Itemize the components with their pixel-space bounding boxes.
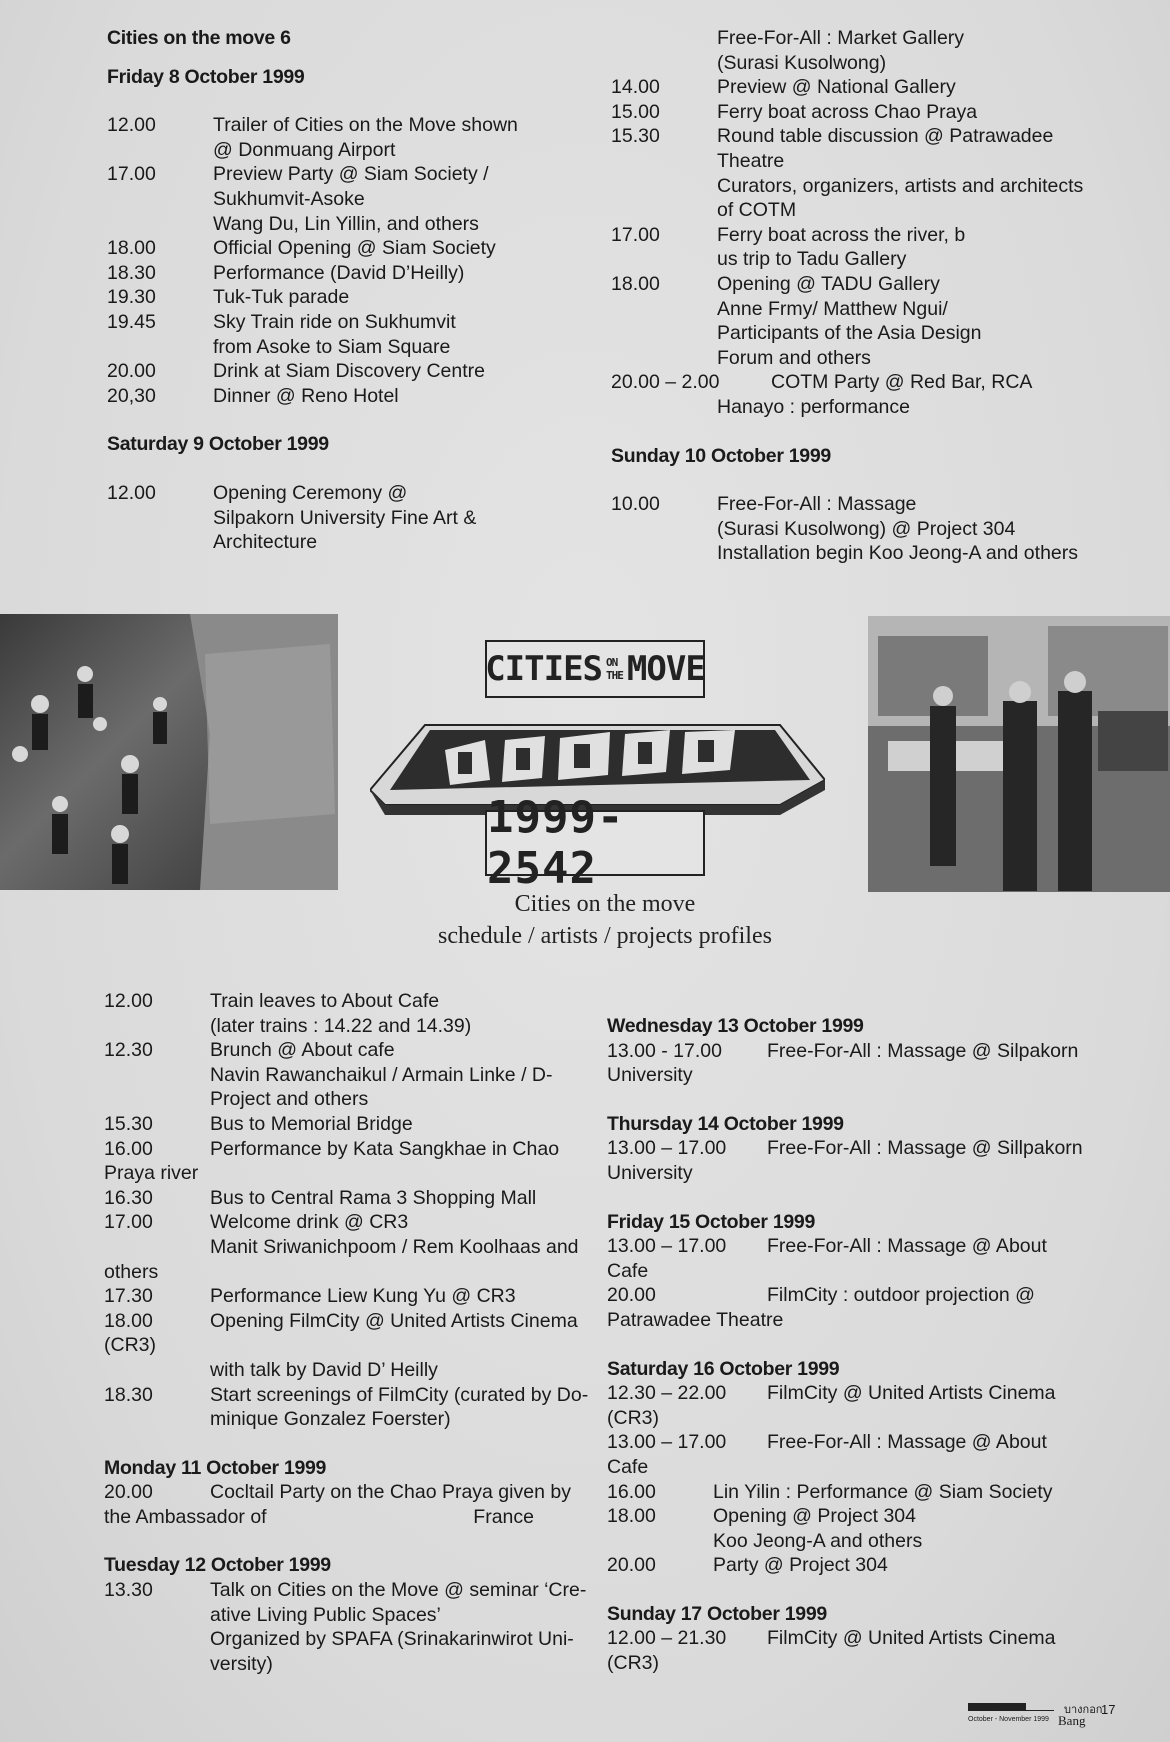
schedule-item-continuation <box>611 174 1091 199</box>
schedule-item <box>607 1553 1087 1578</box>
time: 15.30 <box>104 1112 153 1135</box>
schedule-item <box>104 1480 589 1505</box>
time: 20.00 <box>607 1554 656 1577</box>
event-text: (later trains : 14.22 and 14.39) <box>210 1014 472 1037</box>
schedule-item <box>107 162 577 187</box>
day-heading-thursday-14: Thursday 14 October 1999 <box>607 1112 844 1135</box>
event-text: Official Opening @ Siam Society <box>213 237 496 260</box>
schedule-item <box>611 223 1091 248</box>
event-text: Bus to Central Rama 3 Shopping Mall <box>210 1186 537 1209</box>
schedule-item <box>107 113 577 138</box>
event-text: Forum and others <box>717 346 871 369</box>
schedule-item-continuation <box>107 335 577 360</box>
time: 10.00 <box>611 493 660 516</box>
event-text: Cocltail Party on the Chao Praya given by <box>210 1481 571 1504</box>
time <box>607 1529 713 1554</box>
schedule-item <box>607 1283 1087 1308</box>
event-text: us trip to Tadu Gallery <box>717 248 907 271</box>
tuesday-12-list <box>104 1578 589 1676</box>
schedule-item <box>607 1039 1087 1064</box>
event-text-wrap: University <box>607 1064 693 1087</box>
schedule-item <box>107 384 577 409</box>
event-text: Ferry boat across the river, b <box>717 223 966 246</box>
event-text: (Surasi Kusolwong) @ Project 304 <box>717 517 1016 540</box>
footer-brand: Bang <box>1058 1713 1086 1728</box>
time: 13.00 – 17.00 <box>607 1137 727 1160</box>
sunday-10-list <box>611 492 1091 566</box>
time: 16.00 <box>607 1480 656 1503</box>
event-text: Performance by Kata Sangkhae in Chao <box>210 1137 560 1160</box>
crowd-photo <box>0 614 338 890</box>
time: 12.30 <box>104 1039 153 1062</box>
event-text: the Ambassador of <box>104 1505 267 1528</box>
event-text: Theatre <box>717 149 785 172</box>
schedule-item <box>104 1309 589 1334</box>
event-text: Start screenings of FilmCity (curated by Do- <box>210 1383 589 1406</box>
event-text: Free-For-All : Market Gallery <box>717 27 965 49</box>
time: 12.00 <box>104 990 153 1012</box>
event-text: Opening FilmCity @ United Artists Cinema <box>210 1309 578 1332</box>
time: 17.00 <box>107 163 156 186</box>
page-footer <box>968 1698 1118 1732</box>
schedule-item-continuation <box>104 1407 589 1432</box>
schedule-item <box>104 1210 589 1235</box>
event-text-wrap: (CR3) <box>607 1406 659 1429</box>
schedule-item-continuation <box>104 1235 589 1260</box>
time: 16.30 <box>104 1186 153 1209</box>
event-text: minique Gonzalez Foerster) <box>210 1408 451 1431</box>
time: 20.00 – 2.00 <box>611 371 720 394</box>
time: 12.30 – 22.00 <box>607 1382 727 1405</box>
event-text: Performance Liew Kung Yu @ CR3 <box>210 1285 516 1308</box>
day-heading-tuesday-12: Tuesday 12 October 1999 <box>104 1554 331 1577</box>
schedule-item-continuation <box>611 247 1091 272</box>
event-text-wrap: Cafe <box>607 1455 649 1478</box>
schedule-item <box>607 1504 1087 1529</box>
schedule-item <box>611 370 1091 395</box>
event-text: Wang Du, Lin Yillin, and others <box>213 212 479 235</box>
event-text-wrap: Cafe <box>607 1259 649 1282</box>
day-heading-wednesday-13: Wednesday 13 October 1999 <box>607 1015 864 1037</box>
schedule-item-continuation <box>611 541 1091 566</box>
schedule-item <box>104 1038 589 1063</box>
time: 19.30 <box>107 286 156 309</box>
caption-line-2: schedule / artists / projects profiles <box>438 923 772 949</box>
time <box>104 1603 210 1628</box>
time: 12.00 <box>107 481 156 504</box>
logo-title-box <box>485 640 705 698</box>
event-text: ative Living Public Spaces’ <box>210 1603 441 1626</box>
day-heading-sunday-10: Sunday 10 October 1999 <box>611 444 831 467</box>
time: 20.00 <box>104 1481 153 1504</box>
schedule-item <box>107 285 577 310</box>
footer-thai: บางกอก <box>1064 1704 1103 1716</box>
event-text-wrap: University <box>607 1161 693 1184</box>
event-text: Opening Ceremony @ <box>213 481 408 504</box>
event-text: Bus to Memorial Bridge <box>210 1112 413 1135</box>
schedule-item <box>104 1578 589 1603</box>
event-text: Free-For-All : Massage @ Sillpakorn <box>767 1137 1083 1160</box>
event-text: with talk by David D’ Heilly <box>210 1358 438 1381</box>
event-text: Koo Jeong-A and others <box>713 1529 923 1552</box>
schedule-item-continuation <box>104 1063 589 1088</box>
time: 20.00 <box>607 1284 656 1307</box>
time: 17.00 <box>104 1211 153 1234</box>
schedule-item-continuation <box>104 1652 589 1677</box>
time <box>104 1407 210 1432</box>
schedule-item <box>607 1234 1087 1259</box>
schedule-item <box>107 359 577 384</box>
page-number: 17 <box>1101 1702 1116 1717</box>
event-text: Opening @ Project 304 <box>713 1505 916 1528</box>
schedule-item-continuation <box>611 395 1091 420</box>
day-heading-saturday-16: Saturday 16 October 1999 <box>607 1357 840 1380</box>
event-text: Hanayo : performance <box>717 395 910 418</box>
time <box>611 541 717 566</box>
schedule-item <box>107 261 577 286</box>
schedule-item <box>104 1383 589 1408</box>
schedule-item-continuation <box>107 187 577 212</box>
schedule-item <box>104 989 589 1014</box>
schedule-item-continuation <box>104 1603 589 1628</box>
time <box>611 346 717 371</box>
event-text: Sukhumvit-Asoke <box>213 187 365 210</box>
event-text: Silpakorn University Fine Art & <box>213 506 477 529</box>
day-heading-monday-11: Monday 11 October 1999 <box>104 1456 327 1479</box>
time: 18.00 <box>107 237 156 260</box>
logo-cities: CITIES <box>485 649 603 689</box>
event-text: Train leaves to About Cafe <box>210 990 440 1012</box>
schedule-item <box>607 1136 1087 1161</box>
event-text: Brunch @ About cafe <box>210 1039 395 1062</box>
time <box>104 1014 210 1039</box>
time <box>107 212 213 237</box>
day-heading-sunday-17: Sunday 17 October 1999 <box>607 1602 827 1625</box>
schedule-item-continuation <box>104 1358 589 1383</box>
time: 12.00 <box>107 114 156 137</box>
time <box>611 51 717 76</box>
time: 12.00 – 21.30 <box>607 1627 727 1650</box>
time <box>107 530 213 555</box>
time: 20.00 <box>107 360 156 383</box>
day-heading-saturday-9: Saturday 9 October 1999 <box>107 433 329 456</box>
event-text: FilmCity : outdoor projection @ <box>767 1284 1035 1307</box>
time <box>107 335 213 360</box>
caption-line-1: Cities on the move <box>514 891 696 917</box>
time: 20,30 <box>107 384 156 407</box>
event-text: Round table discussion @ Patrawadee <box>717 125 1054 148</box>
time: 15.30 <box>611 125 660 148</box>
schedule-item <box>107 310 577 335</box>
time <box>611 517 717 542</box>
event-text: COTM Party @ Red Bar, RCA <box>771 371 1033 394</box>
event-text: of COTM <box>717 199 797 222</box>
time: 18.30 <box>104 1383 153 1406</box>
event-text: Tuk-Tuk parade <box>213 286 350 309</box>
schedule-item <box>607 1381 1087 1406</box>
event-text: Organized by SPAFA (Srinakarinwirot Uni- <box>210 1628 574 1651</box>
schedule-item-continuation <box>107 212 577 237</box>
event-text: Preview @ National Gallery <box>717 76 956 99</box>
time <box>611 297 717 322</box>
time <box>107 506 213 531</box>
schedule-item-continuation <box>607 1529 1087 1554</box>
time <box>104 1063 210 1088</box>
event-text: Manit Sriwanichpoom / Rem Koolhaas and <box>210 1235 579 1258</box>
event-text: Free-For-All : Massage @ About <box>767 1431 1047 1454</box>
event-text: Free-For-All : Massage @ Silpakorn <box>767 1039 1079 1062</box>
footer-bar <box>968 1703 1026 1711</box>
logo-years-box <box>485 792 705 894</box>
event-text: Performance (David D’Heilly) <box>213 261 465 284</box>
schedule-item <box>607 1430 1087 1455</box>
event-text: Preview Party @ Siam Society / <box>213 163 489 186</box>
event-text: Architecture <box>213 531 318 554</box>
schedule-item <box>104 1137 589 1162</box>
saturday-9-list <box>107 481 577 555</box>
friday-8-list <box>107 113 577 408</box>
event-text: Trailer of Cities on the Move shown <box>213 114 518 137</box>
time <box>104 1652 210 1677</box>
time <box>107 138 213 163</box>
schedule-item-continuation <box>104 1014 589 1039</box>
event-text: from Asoke to Siam Square <box>213 335 451 358</box>
time <box>104 1235 210 1260</box>
schedule-item-continuation <box>611 149 1091 174</box>
schedule-item-continuation <box>611 321 1091 346</box>
event-text-wrap: Praya river <box>104 1162 199 1185</box>
time <box>611 26 717 51</box>
time: 19.45 <box>107 310 156 333</box>
schedule-item-continuation <box>611 198 1091 223</box>
logo-move: MOVE <box>626 649 705 689</box>
time: 13.30 <box>104 1579 153 1602</box>
schedule-item <box>107 481 577 506</box>
event-text-wrap: (CR3) <box>104 1334 156 1357</box>
schedule-item <box>611 492 1091 517</box>
time <box>611 247 717 272</box>
footer-rule <box>1026 1710 1054 1711</box>
saturday-9-continued-list <box>611 26 1091 370</box>
saturday-16-list <box>607 1480 1087 1578</box>
time <box>611 174 717 199</box>
time: 15.00 <box>611 100 660 123</box>
time <box>104 1627 210 1652</box>
event-text-wrap: (CR3) <box>607 1652 659 1675</box>
time: 16.00 <box>104 1137 153 1160</box>
schedule-top-left <box>107 26 577 555</box>
schedule-item <box>611 26 1091 51</box>
schedule-item-continuation <box>104 1627 589 1652</box>
street-photo <box>868 616 1170 892</box>
time: 17.30 <box>104 1285 153 1308</box>
event-text: Lin Yilin : Performance @ Siam Society <box>713 1480 1053 1503</box>
event-text: Ferry boat across Chao Praya <box>717 100 978 123</box>
time: 14.00 <box>611 76 660 99</box>
event-text: @ Donmuang Airport <box>213 138 396 161</box>
event-text: Talk on Cities on the Move @ seminar ‘Cre- <box>210 1579 587 1602</box>
schedule-item <box>611 100 1091 125</box>
time <box>107 187 213 212</box>
time: 13.00 – 17.00 <box>607 1431 727 1454</box>
event-text: Anne Frmy/ Matthew Ngui/ <box>717 297 948 320</box>
event-text: Installation begin Koo Jeong-A and others <box>717 542 1079 565</box>
schedule-item-continuation <box>611 297 1091 322</box>
event-text: Free-For-All : Massage <box>717 493 917 516</box>
sunday-10-continued-list <box>104 989 589 1432</box>
event-text: FilmCity @ United Artists Cinema <box>767 1627 1056 1650</box>
logo-years: 1999-2542 <box>487 792 625 894</box>
crowd-photo-art <box>0 614 338 890</box>
event-text: France <box>473 1505 534 1528</box>
schedule-item <box>611 75 1091 100</box>
time <box>611 149 717 174</box>
schedule-item <box>104 1284 589 1309</box>
event-text: Curators, organizers, artists and architects <box>717 174 1084 197</box>
schedule-item-continuation <box>611 517 1091 542</box>
schedule-item <box>607 1626 1087 1651</box>
footer-date: October - November 1999 <box>968 1716 1049 1723</box>
schedule-item <box>611 272 1091 297</box>
event-text: Welcome drink @ CR3 <box>210 1211 409 1234</box>
time <box>611 198 717 223</box>
time: 18.00 <box>607 1505 656 1528</box>
schedule-item-wrap <box>104 1505 534 1530</box>
event-text: versity) <box>210 1652 273 1675</box>
event-text-wrap: Patrawadee Theatre <box>607 1308 784 1331</box>
event-text: (Surasi Kusolwong) <box>717 51 887 74</box>
logo-on-the: ON THE <box>606 656 623 682</box>
schedule-item-continuation <box>611 346 1091 371</box>
event-text: FilmCity @ United Artists Cinema <box>767 1382 1056 1405</box>
schedule-item-continuation <box>107 530 577 555</box>
time: 18.00 <box>611 272 660 295</box>
schedule-top-right <box>611 26 1091 566</box>
schedule-item <box>107 236 577 261</box>
schedule-item-continuation <box>107 138 577 163</box>
time: 17.00 <box>611 223 660 246</box>
time: 13.00 - 17.00 <box>607 1039 722 1062</box>
time: 18.00 <box>104 1309 153 1332</box>
schedule-item-continuation <box>611 51 1091 76</box>
event-text: Participants of the Asia Design <box>717 322 982 345</box>
street-photo-art <box>868 616 1170 892</box>
day-heading-friday-8: Friday 8 October 1999 <box>107 65 305 88</box>
schedule-item <box>611 124 1091 149</box>
schedule-item <box>104 1186 589 1211</box>
schedule-item <box>607 1480 1087 1505</box>
time: 13.00 – 17.00 <box>607 1235 727 1258</box>
schedule-bottom-left <box>104 989 589 1676</box>
event-text: Party @ Project 304 <box>713 1554 888 1577</box>
schedule-item-continuation <box>107 506 577 531</box>
time: 18.30 <box>107 261 156 284</box>
day-heading-friday-15: Friday 15 October 1999 <box>607 1210 816 1233</box>
time <box>611 321 717 346</box>
event-text: Drink at Siam Discovery Centre <box>213 360 485 383</box>
time <box>104 1087 210 1112</box>
event-text: Opening @ TADU Gallery <box>717 272 940 295</box>
schedule-item <box>104 1112 589 1137</box>
event-text: Dinner @ Reno Hotel <box>213 384 399 407</box>
event-text: Free-For-All : Massage @ About <box>767 1235 1047 1258</box>
schedule-item-continuation <box>104 1087 589 1112</box>
event-text: Project and others <box>210 1088 369 1111</box>
event-text: Sky Train ride on Sukhumvit <box>213 310 456 333</box>
section-title: Cities on the move 6 <box>107 27 291 49</box>
schedule-bottom-right <box>607 1014 1087 1676</box>
cities-on-the-move-logo <box>370 640 825 894</box>
event-text-wrap: others <box>104 1260 159 1283</box>
caption <box>380 888 830 952</box>
event-text: Navin Rawanchaikul / Armain Linke / D- <box>210 1063 553 1086</box>
